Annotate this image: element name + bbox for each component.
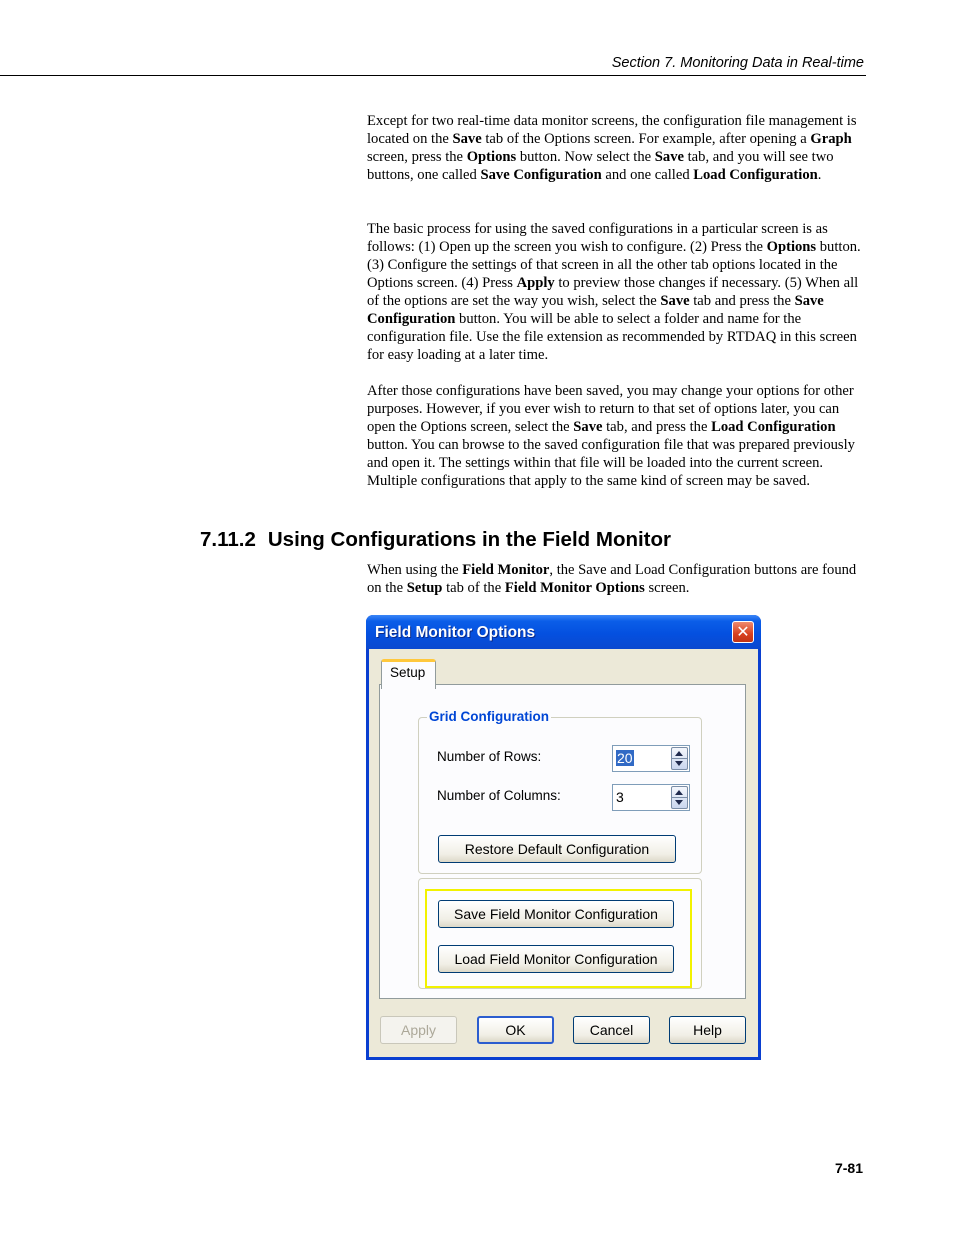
tab-setup-label: Setup <box>390 665 426 680</box>
columns-label: Number of Columns: <box>437 788 561 803</box>
columns-spin-arrows[interactable] <box>671 786 688 809</box>
spin-up-icon[interactable] <box>675 790 683 795</box>
tab-setup[interactable] <box>381 659 436 689</box>
section-title: Using Configurations in the Field Monitor <box>267 528 672 551</box>
rows-spin-arrows[interactable] <box>671 747 688 770</box>
close-button[interactable] <box>732 621 754 643</box>
spin-down-icon[interactable] <box>675 761 683 766</box>
header-rule <box>0 75 866 76</box>
apply-button[interactable]: Apply <box>380 1016 457 1044</box>
restore-default-configuration-button[interactable]: Restore Default Configuration <box>438 835 676 863</box>
ok-button[interactable]: OK <box>477 1016 554 1044</box>
dialog-client-area <box>369 649 758 1057</box>
grid-configuration-title: Grid Configuration <box>429 709 549 724</box>
rows-spinner[interactable] <box>612 745 690 772</box>
load-field-monitor-configuration-button[interactable]: Load Field Monitor Configuration <box>438 945 674 973</box>
close-icon: ✕ <box>736 622 750 641</box>
page-number: 7-81 <box>834 1160 863 1176</box>
columns-input[interactable]: 3 <box>616 789 624 805</box>
paragraph-save-tab: Except for two real-time data monitor screens, the configuration file management is located on the Save tab of the Options screen. For example, after opening a Graph screen, press the Options button. Now select the Save tab, and you will see two buttons, one called Save Configuration and one called Load Configuration. <box>367 113 857 183</box>
paragraph-field-monitor: When using the Field Monitor, the Save and Load Configuration buttons are found on the Setup tab of the Field Monitor Options screen. <box>367 562 857 596</box>
paragraph-basic-process: The basic process for using the saved configurations in a particular screen is as follows: (1) Open up the screen you wish to configure. (2) Press the Options button. (3) Configure the settings of that screen in all the other tab options located in the Options screen. (4) Press Apply to preview those changes if necessary. (5) When all of the options are set the way you wish, select the Save tab and press the Save Configuration button. You will be able to select a folder and name for the configuration file. Use the file extension as recommended by RTDAQ in this screen for easy loading at a later time. <box>367 221 861 363</box>
cancel-button[interactable]: Cancel <box>573 1016 650 1044</box>
setup-tab-panel <box>379 684 746 999</box>
section-number: 7.11.2 <box>200 528 256 551</box>
rows-input[interactable]: 20 <box>617 750 633 766</box>
columns-spinner[interactable] <box>612 784 690 811</box>
paragraph-load-configuration: After those configurations have been saved, you may change your options for other purposes. However, if you ever wish to return to that set of options later, you can open the Options screen, select the Save tab, and press the Load Configuration button. You can browse to the saved configuration file that was prepared previously and open it. The settings within that file will be loaded into the current screen. Multiple configurations that apply to the same kind of screen may be saved. <box>367 383 855 489</box>
section-heading <box>200 527 683 553</box>
save-field-monitor-configuration-button[interactable]: Save Field Monitor Configuration <box>438 900 674 928</box>
spin-up-icon[interactable] <box>675 751 683 756</box>
dialog-title: Field Monitor Options <box>375 624 536 641</box>
field-monitor-options-dialog <box>366 615 761 1060</box>
running-header: Section 7. Monitoring Data in Real-time <box>611 55 864 71</box>
spin-down-icon[interactable] <box>675 800 683 805</box>
help-button[interactable]: Help <box>669 1016 746 1044</box>
dialog-title-bar[interactable] <box>366 615 761 649</box>
rows-label: Number of Rows: <box>437 749 542 764</box>
